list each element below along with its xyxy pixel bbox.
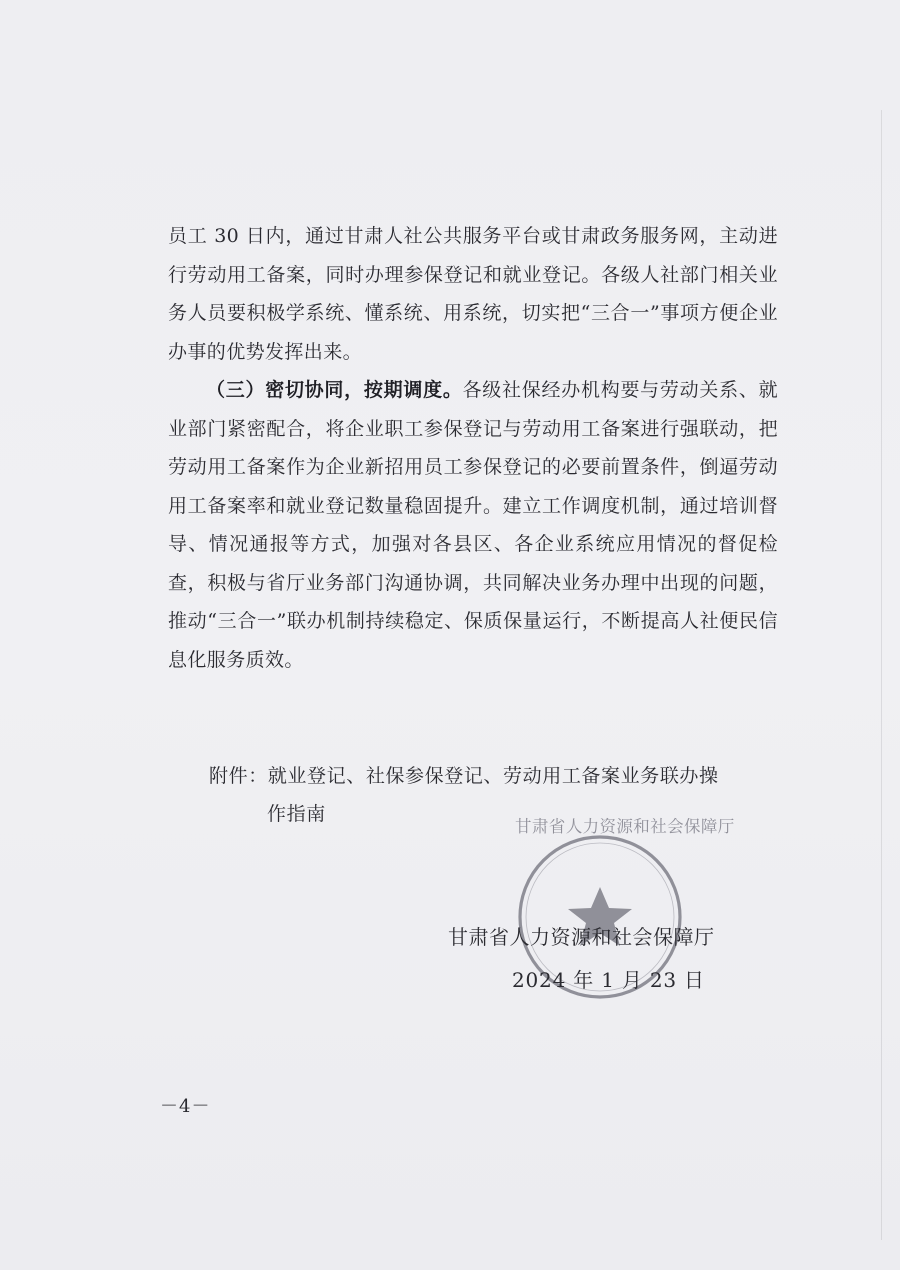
attachment-title-line-2: 作指南 xyxy=(267,803,326,825)
paragraph-continuation: 员工 30 日内，通过甘肃人社公共服务平台或甘肃政务服务网，主动进行劳动用工备案，同时办理参保登记和就业登记。各级人社部门相关业务人员要积极学系统、懂系统、用系统，切实把“三合一”事项方便企业办事的优势发挥出来。 xyxy=(168,225,778,363)
scan-edge-line xyxy=(881,110,882,1240)
document-body xyxy=(168,217,778,679)
attachment-title-line-1: 就业登记、社保参保登记、劳动用工备案业务联办操 xyxy=(267,765,719,787)
issuing-organization: 甘肃省人力资源和社会保障厅 xyxy=(448,925,715,949)
section-three-paragraph xyxy=(168,371,778,679)
page-number: －4－ xyxy=(160,1096,211,1117)
seal-text: 甘肃省人力资源和社会保障厅 xyxy=(515,817,735,836)
section-three-text: 各级社保经办机构要与劳动关系、就业部门紧密配合，将企业职工参保登记与劳动用工备案进行强联动，把劳动用工备案作为企业新招用员工参保登记的必要前置条件，倒逼劳动用工备案率和就业登记数量稳固提升。建立工作调度机制，通过培训督导、情况通报等方式，加强对各县区、各企业系统应用情况的督促检查，积极与省厅业务部门沟通协调，共同解决业务办理中出现的问题，推动“三合一”联办机制持续稳定、保质保量运行，不断提高人社便民信息化服务质效。 xyxy=(168,379,778,671)
issue-date: 2024 年 1 月 23 日 xyxy=(512,968,705,992)
attachment-line-1 xyxy=(209,757,789,795)
section-three-heading: （三）密切协同，按期调度。 xyxy=(206,379,463,401)
attachment-label: 附件： xyxy=(209,765,268,787)
